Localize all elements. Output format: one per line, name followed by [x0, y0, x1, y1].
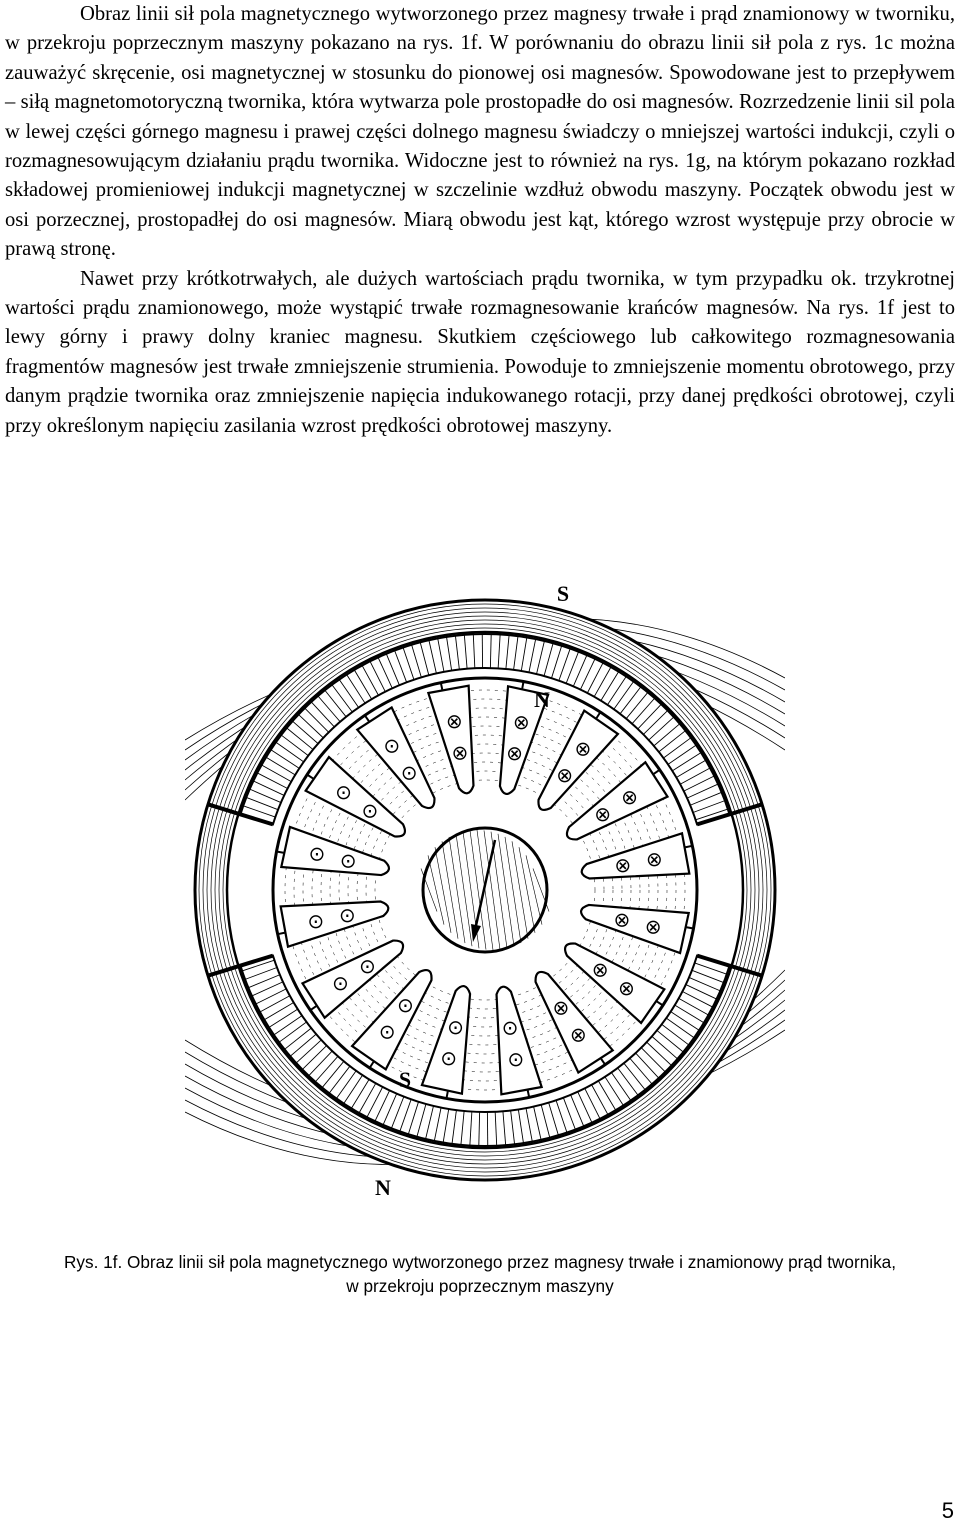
conductor-symbol: ⊗ — [613, 907, 631, 932]
paragraph-1: Obraz linii sił pola magnetycznego wytworzonego przez magnesy trwałe i prąd znamionowy w tworniku, w przekroju poprzecznym maszyny pokazano na rys. 1f. W porównaniu do obrazu linii sił pola z rys. 1c można zauważyć skręcenie, osi magnetycznej w stosunku do pionowej osi magnesów. Spowodowane jest to przepływem – siłą magnetomotoryczną twornika, która wytwarza pole prostopadłe do osi magnesów. Rozrzedzenie linii sil pola w lewej części górnego magnesu i prawej części dolnego magnesu świadczy o mniejszej wartości indukcji, czyli o rozmagnesowującym działaniu prądu twornika. Widoczne jest to również na rys. 1g, na którym pokazano rozkład składowej promieniowej indukcji magnetycznej w szczelinie wzdłuż obwodu maszyny. Początek obwodu jest w osi porzecznej, prostopadłej do osi magnesów. Miarą obwodu jest kąt, którego wzrost występuje przy obrocie w prawą stronę. — [5, 3, 955, 261]
conductor-symbol: ⊙ — [307, 908, 325, 933]
conductor-symbol: ⊗ — [618, 975, 635, 1000]
slot-opening — [528, 1090, 529, 1097]
conductor-symbol: ⊗ — [591, 957, 609, 982]
paragraph-2: Nawet przy krótkotrwałych, ale dużych wartościach prądu twornika, w tym przypadku ok. trzykrotnej wartości prądu znamionowego, może wystąpić trwałe rozmagnesowanie krańców magnesów. Na rys. 1f jest to lewy górny i prawy dolny kraniec magnesu. Skutkiem częściowego lub całkowitego rozmagnesowania fragmentów magnesów jest trwałe zmniejszenie strumienia. Powoduje to zmniejszenie momentu obrotowego, przy danym prądzie twornika oraz zmniejszenie napięcia indukowanego rotacji, przy danej prędkości obrotowej, czyli przy określonym napięciu zasilania wzrost prędkości obrotowej maszyny. — [5, 267, 955, 437]
rotor-shaft — [421, 828, 549, 952]
slot-opening — [441, 683, 442, 690]
conductor-symbol: ⊙ — [447, 1014, 464, 1039]
conductor-symbol: ⊙ — [507, 1047, 525, 1072]
conductor-symbol: ⊗ — [645, 847, 663, 872]
motor-cross-section-drawing — [185, 565, 785, 1205]
conductor-symbol: ⊙ — [396, 993, 414, 1018]
conductor-symbol: ⊗ — [621, 784, 638, 809]
conductor-symbol: ⊙ — [339, 848, 357, 873]
pole-label-inner-bottom: S — [398, 1067, 412, 1092]
conductor-symbol: ⊙ — [378, 1019, 396, 1044]
conductor-symbol: ⊙ — [308, 841, 326, 866]
pole-label-outer-bottom: N — [375, 1175, 391, 1200]
conductor-symbol: ⊗ — [506, 741, 523, 766]
slot-opening — [685, 846, 692, 847]
conductor-symbol: ⊙ — [400, 760, 418, 785]
conductor-symbol: ⊙ — [383, 733, 401, 758]
conductor-symbol: ⊙ — [335, 780, 352, 805]
pole-label-outer-top: S — [556, 581, 570, 606]
slot-opening — [522, 682, 523, 689]
conductor-symbol: ⊗ — [556, 762, 574, 787]
conductor-symbol: ⊙ — [361, 798, 379, 823]
slot-opening — [277, 851, 284, 852]
conductor-symbol: ⊗ — [594, 802, 612, 827]
conductor-symbol: ⊗ — [445, 708, 463, 733]
motor-cross-section-figure — [185, 565, 785, 1205]
conductor-symbol: ⊗ — [569, 1022, 587, 1047]
slot-opening — [278, 933, 285, 934]
slot-opening — [687, 927, 694, 928]
conductor-symbol: ⊗ — [552, 995, 570, 1020]
conductor-symbol: ⊙ — [358, 953, 376, 978]
conductor-symbol: ⊗ — [512, 709, 530, 734]
conductor-symbol: ⊙ — [440, 1046, 458, 1071]
figure-caption — [0, 1250, 960, 1298]
caption-line-1: Rys. 1f. Obraz linii sił pola magnetycznego wytworzonego przez magnesy trwałe i znamionowy prąd twornika, — [63, 1252, 897, 1272]
conductor-symbol: ⊗ — [574, 736, 592, 761]
conductor-symbol: ⊗ — [451, 740, 469, 765]
caption-line-2: w przekroju poprzecznym maszyny — [346, 1276, 614, 1296]
pole-label-inner-top: N — [534, 687, 550, 712]
conductor-symbol: ⊙ — [501, 1015, 519, 1040]
conductor-symbol: ⊙ — [338, 903, 356, 928]
conductor-symbol: ⊗ — [614, 852, 632, 877]
conductor-symbol: ⊗ — [644, 914, 662, 939]
slot-opening — [446, 1092, 447, 1099]
page-number: 5 — [941, 1498, 954, 1523]
body-text — [5, 0, 955, 441]
conductor-symbol: ⊙ — [332, 971, 349, 996]
